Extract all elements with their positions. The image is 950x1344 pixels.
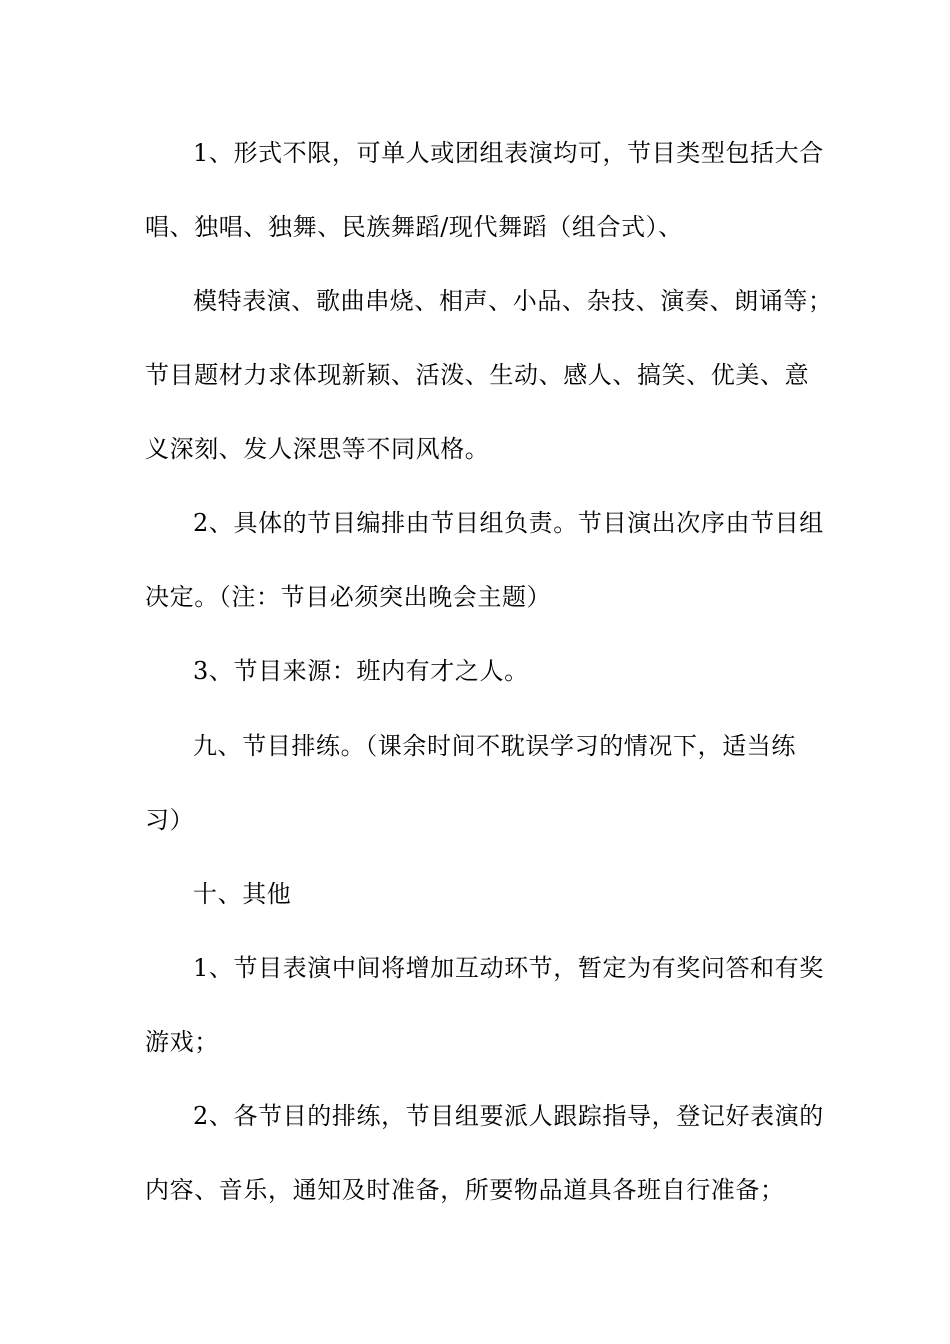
text-line: 九、节目排练。（课余时间不耽误学习的情况下，适当练 (193, 732, 796, 760)
text-line: 义深刻、发人深思等不同风格。 (145, 435, 490, 463)
text-line: 游戏； (145, 1028, 219, 1056)
text-line: 3、节目来源：班内有才之人。 (193, 657, 529, 685)
text-line: 唱、独唱、独舞、民族舞蹈/现代舞蹈（组合式）、 (145, 213, 683, 241)
text-line: 十、其他 (193, 880, 292, 908)
text-line: 决定。（注：节目必须突出晚会主题） (145, 583, 552, 611)
text-line: 习） (145, 806, 195, 834)
text-line: 2、各节目的排练，节目组要派人跟踪指导，登记好表演的 (193, 1102, 824, 1130)
text-line: 模特表演、歌曲串烧、相声、小品、杂技、演奏、朗诵等； (193, 287, 833, 315)
text-line: 1、形式不限，可单人或团组表演均可，节目类型包括大合 (193, 139, 824, 167)
text-line: 1、节目表演中间将增加互动环节，暂定为有奖问答和有奖 (193, 954, 824, 982)
text-line: 2、具体的节目编排由节目组负责。节目演出次序由节目组 (193, 509, 824, 537)
text-line: 节目题材力求体现新颖、活泼、生动、感人、搞笑、优美、意 (145, 361, 810, 389)
text-line: 内容、音乐，通知及时准备，所要物品道具各班自行准备； (145, 1176, 785, 1204)
